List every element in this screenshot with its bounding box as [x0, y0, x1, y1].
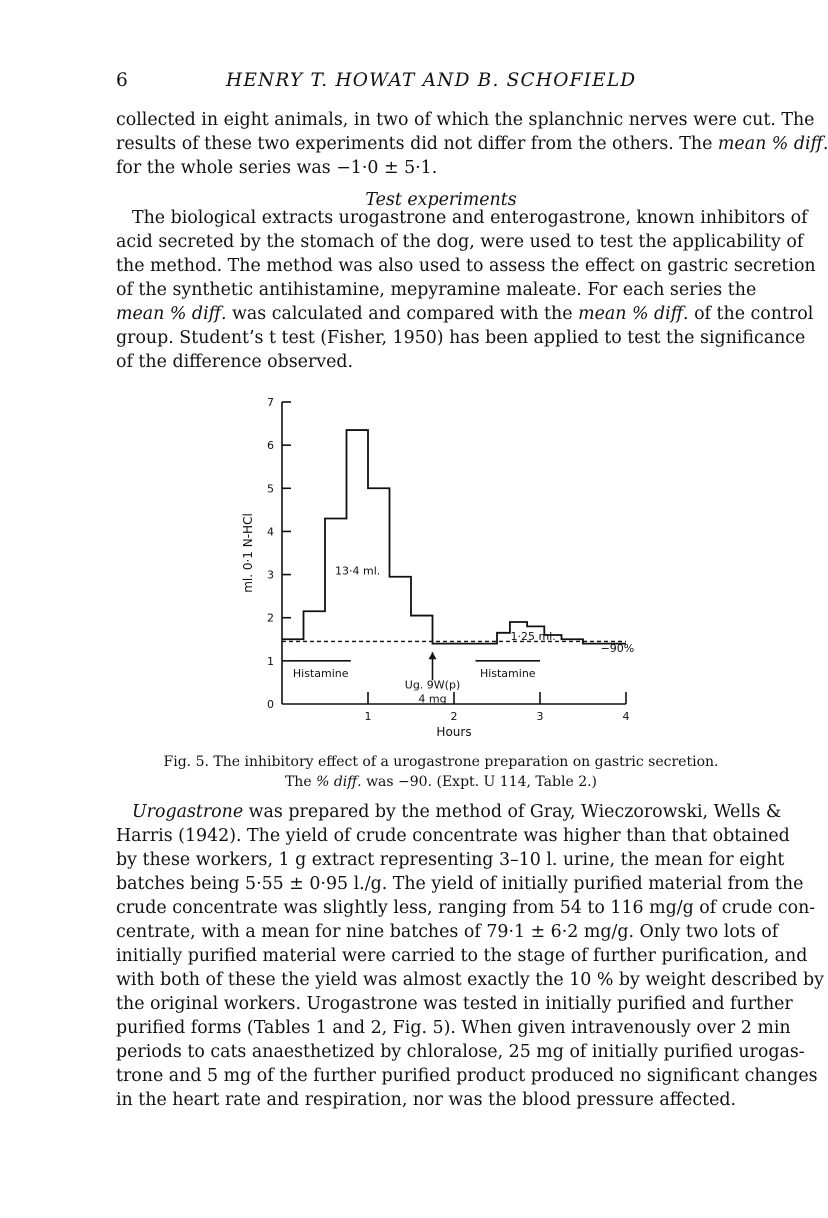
text-line: initially purified material were carried to the stage of further purification, and: [116, 946, 808, 966]
mean-diff-term: mean % diff.: [116, 304, 227, 324]
text-line: The biological extracts urogastrone and enterogastrone, known inhibitors of: [132, 208, 808, 228]
y-tick-label: 6: [267, 439, 274, 453]
text-line: the original workers. Urogastrone was tested in initially purified and further: [116, 994, 793, 1014]
section-title: Test experiments: [365, 190, 517, 210]
figure-caption: [116, 752, 766, 792]
urogastrone-term: Urogastrone: [132, 802, 244, 822]
x-tick-label: 1: [364, 710, 372, 723]
injection-label: Ug. 9W(p): [404, 678, 461, 692]
paragraph-test-experiments: [116, 206, 816, 374]
injection-arrow-head: [429, 652, 437, 659]
x-tick-label: 2: [450, 710, 458, 723]
text-line: results of these two experiments did not differ from the others. The mean % diff.: [116, 134, 828, 154]
histamine-label: Histamine: [479, 666, 536, 680]
text-line: for the whole series was −1·0 ± 5·1.: [116, 158, 438, 178]
page-header: [116, 70, 752, 98]
mean-diff-term: mean % diff.: [717, 134, 828, 154]
caption-line: Fig. 5. The inhibitory effect of a urogastrone preparation on gastric secretion.: [163, 754, 719, 770]
chart-labels: [241, 396, 634, 739]
chart-marks: [282, 430, 626, 680]
y-tick-label: 5: [267, 482, 274, 496]
x-tick-label: 4: [622, 710, 630, 723]
y-tick-label: 0: [267, 698, 274, 711]
text-line: batches being 5·55 ± 0·95 l./g. The yield of initially purified material from the: [116, 874, 804, 894]
text-line: periods to cats anaesthetized by chloralose, 25 mg of initially purified urogas-: [116, 1042, 805, 1062]
area-label-2: 1·25 ml.: [510, 630, 556, 644]
histamine-label: Histamine: [292, 666, 349, 680]
text-line: by these workers, 1 g extract representing 3–10 l. urine, the mean for eight: [116, 850, 785, 870]
page-number: 6: [116, 70, 128, 91]
running-head: HENRY T. HOWAT AND B. SCHOFIELD: [226, 70, 637, 91]
mean-diff-term: mean % diff.: [578, 304, 689, 324]
figure-5: [220, 392, 660, 746]
text-line: in the heart rate and respiration, nor was the blood pressure affected.: [116, 1090, 737, 1110]
caption-line: The % diff. was −90. (Expt. U 114, Table 2.): [284, 774, 598, 790]
text-line: acid secreted by the stomach of the dog, were used to test the applicability of: [116, 232, 804, 252]
text-line: trone and 5 mg of the further purified product produced no significant changes: [116, 1066, 818, 1086]
text-line: of the difference observed.: [116, 352, 354, 372]
y-axis-title: ml. 0·1 N-HCl: [241, 513, 255, 593]
diff-term: % diff.: [316, 774, 362, 790]
text-line: centrate, with a mean for nine batches of 79·1 ± 6·2 mg/g. Only two lots of: [116, 922, 779, 942]
y-tick-label: 3: [267, 568, 274, 582]
y-tick-label: 4: [267, 525, 274, 539]
x-tick-label: 3: [536, 710, 544, 723]
chart-axes: [282, 402, 626, 704]
text-line: mean % diff. was calculated and compared with the mean % diff. of the control: [116, 304, 814, 324]
y-tick-label: 2: [267, 611, 274, 625]
series-line: [282, 430, 626, 644]
percent-label: −90%: [600, 642, 635, 656]
text-line: with both of these the yield was almost exactly the 10 % by weight described by: [116, 970, 824, 990]
text-line: Urogastrone was prepared by the method of Gray, Wieczorowski, Wells &: [132, 802, 782, 822]
text-line: Harris (1942). The yield of crude concentrate was higher than that obtained: [116, 826, 790, 846]
text-line: the method. The method was also used to assess the effect on gastric secretion: [116, 256, 816, 276]
paragraph-control-results: [116, 108, 828, 180]
text-line: crude concentrate was slightly less, ranging from 54 to 116 mg/g of crude con-: [116, 898, 816, 918]
text-line: purified forms (Tables 1 and 2, Fig. 5). When given intravenously over 2 min: [116, 1018, 791, 1038]
y-tick-label: 7: [267, 396, 274, 409]
injection-dose-label: 4 mg: [418, 692, 447, 706]
text-line: collected in eight animals, in two of which the splanchnic nerves were cut. The: [116, 110, 815, 130]
paragraph-urogastrone: [116, 800, 824, 1112]
step-chart: [220, 392, 660, 742]
text-line: group. Student’s t test (Fisher, 1950) has been applied to test the significance: [116, 328, 806, 348]
x-axis-title: Hours: [436, 725, 472, 739]
y-tick-label: 1: [267, 654, 274, 668]
text-line: of the synthetic antihistamine, mepyramine maleate. For each series the: [116, 280, 757, 300]
area-label-1: 13·4 ml.: [335, 564, 381, 578]
